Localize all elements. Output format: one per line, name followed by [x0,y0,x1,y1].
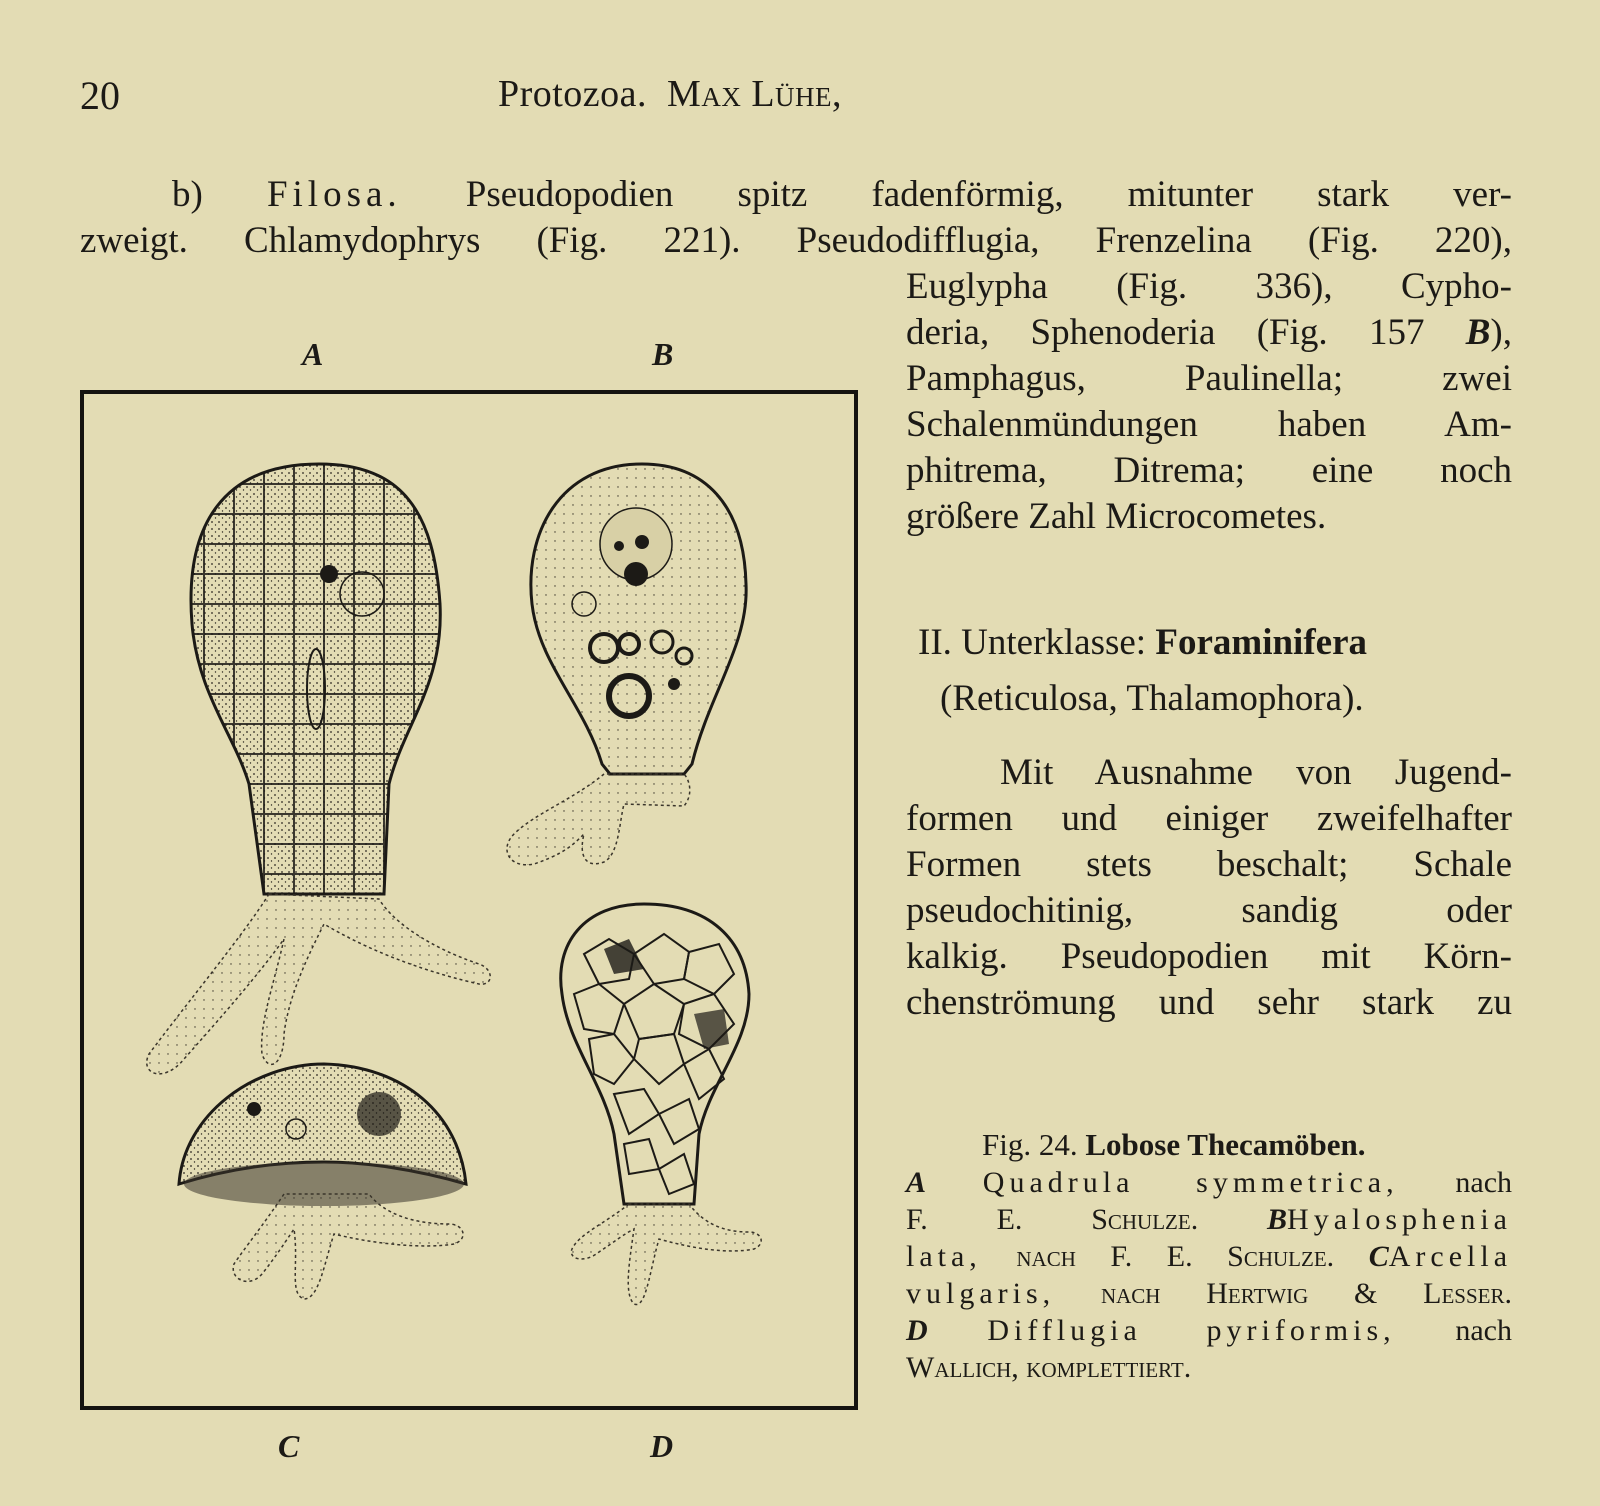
filosa-marker: b) [172,174,203,215]
running-head [0,72,1340,116]
figure-label-c: C [278,1428,300,1464]
subclass-name: Foraminifera [1155,622,1367,663]
specimen-a [147,464,491,1074]
right-line-5: phitrema, Ditrema; eine noch [906,450,1512,491]
caption-letter-b: B [1267,1203,1288,1236]
para-line-6: chenströmung und sehr stark zu [906,982,1512,1023]
caption-line-5 [906,1312,1512,1349]
caption-letter-d: D [906,1314,928,1347]
caption-line-2 [906,1201,1512,1238]
caption-nach-a: nach [1455,1166,1513,1199]
caption-line-3 [906,1238,1512,1275]
para-line-4: pseudochitinig, sandig oder [906,890,1512,931]
caption-letter-c: C [1368,1240,1389,1273]
right-line-2 [906,310,1512,356]
specimen-b [507,464,746,865]
para-line-3: Formen stets beschalt; Schale [906,844,1512,885]
subclass-synonyms: (Reticulosa, Thalamophora). [940,678,1364,719]
right-line-6: größere Zahl Microcometes. [906,496,1327,537]
para-line-2: formen und einiger zweifelhafter [906,798,1512,839]
caption-line-1 [906,1164,1512,1201]
right-line-1: Euglypha (Fig. 336), Cypho- [906,266,1512,307]
caption-species-c: Arcella [1388,1240,1513,1273]
caption-species-b2: lata, [906,1240,982,1273]
subclass-label: II. Unterklasse: [918,622,1147,663]
right-line-3: Pamphagus, Paulinella; zwei [906,358,1512,399]
caption-author-c: nach Hertwig & Lesser. [1100,1277,1512,1310]
running-head-title: Protozoa. [497,73,648,115]
caption-species-c2: vulgaris, [906,1277,1056,1310]
caption-line-4 [906,1275,1512,1312]
caption-title: Lobose Thecamöben. [1085,1127,1366,1162]
caption-letter-a: A [906,1166,927,1199]
specimen-d [561,904,761,1304]
figure-frame [80,390,858,1410]
running-head-author: Max Lühe, [667,73,843,115]
caption-author-a: F. E. Schulze. [906,1203,1199,1236]
figure-label-d: D [650,1428,674,1464]
filosa-text: Pseudopodien spitz fadenförmig, mitunter stark ver- [465,174,1512,215]
para-line-1: Mit Ausnahme von Jugend- [1000,752,1512,793]
body-line-1 [80,172,1512,218]
caption-line-6: Wallich, komplettiert. [906,1351,1192,1384]
filosa-title: Filosa. [266,174,402,215]
body-line-2: zweigt. Chlamydophrys (Fig. 221). Pseudodifflugia, Frenzelina (Fig. 220), [80,220,1512,261]
subclass-heading [918,620,1367,666]
caption-species-d: Difflugia pyriformis, [987,1314,1396,1347]
caption-fig-number: Fig. 24. [982,1127,1078,1162]
para-line-5: kalkig. Pseudopodien mit Körn- [906,936,1512,977]
figure-label-b: B [652,336,674,372]
figure-ref-close: ), [1490,312,1512,353]
figure-ref-letter: B [1465,312,1491,353]
caption-title-line [982,1126,1366,1163]
caption-species-a: Quadrula symmetrica, [982,1166,1399,1199]
caption-nach-d: nach [1455,1314,1512,1347]
right-line-2-text: deria, Sphenoderia (Fig. 157 [906,312,1425,353]
right-line-4: Schalenmündungen haben Am- [906,404,1512,445]
caption-species-b: Hyalosphenia [1287,1203,1512,1236]
figure-illustration [84,394,854,1406]
page-number: 20 [80,73,120,118]
figure-label-a: A [302,336,324,372]
specimen-c [179,1064,466,1299]
caption-author-b: nach F. E. Schulze. [1016,1240,1335,1273]
